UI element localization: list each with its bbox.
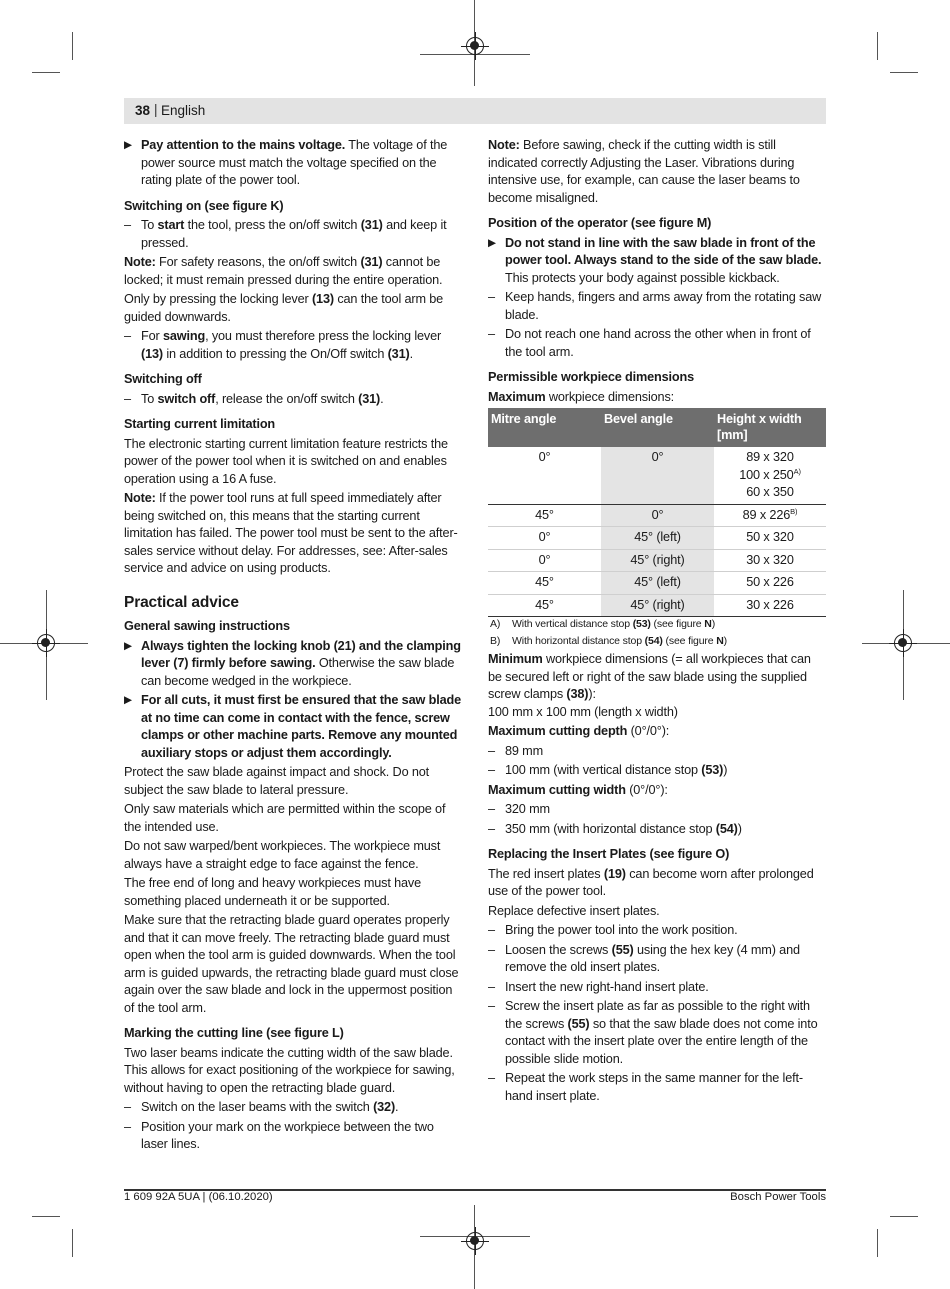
paragraph: Only by pressing the locking lever (13) can the tool arm be guided downwards.: [124, 292, 444, 324]
table-row: [488, 594, 826, 617]
left-column: [124, 137, 462, 1156]
section-heading: Position of the operator (see figure M): [488, 216, 712, 230]
dash-marker: –: [488, 1071, 495, 1085]
table-cell: 0°: [488, 527, 601, 550]
dash-marker: –: [488, 802, 495, 816]
bullet-triangle-icon: ▶: [124, 639, 132, 652]
table-cell: 45°: [488, 594, 601, 617]
table-cell: 45°: [488, 504, 601, 527]
list-item: – Position your mark on the workpiece between the two laser lines.: [124, 1119, 434, 1151]
note-paragraph: Note: If the power tool runs at full speed immediately after being switched on, this means that the starting current limitation has failed. The power tool must be sent to the after-sales service without delay. For addresses, see: After-sales service and advice on using products.: [124, 491, 458, 575]
paragraph: Maximum cutting width (0°/0°):: [488, 782, 668, 797]
list-item: – Loosen the screws (55) using the hex key (4 mm) and remove the old insert plates.: [488, 942, 800, 974]
dash-marker: –: [124, 1119, 131, 1134]
section-heading: Switching off: [124, 372, 202, 386]
paragraph: Make sure that the retracting blade guard operates properly and that it can move freely. The retracting blade guard must open when the tool arm is guided downwards. When the tool arm is guided upwards, the retracting blade guard must close again over the saw blade and lock in the uppermost position of the tool arm.: [124, 913, 459, 1015]
list-item: – Insert the new right-hand insert plate.: [488, 979, 826, 997]
crop-mark: [877, 1229, 878, 1257]
bullet-triangle-icon: ▶: [124, 694, 132, 706]
crop-mark: [890, 72, 918, 73]
dash-marker: –: [488, 743, 495, 758]
bullet-triangle-icon: ▶: [488, 236, 496, 249]
registration-mark-icon: [37, 634, 55, 652]
section-heading: Starting current limitation: [124, 417, 276, 431]
table-cell: 45° (right): [601, 549, 714, 572]
table-cell: 45° (right): [601, 594, 714, 617]
table-cell: 0°: [488, 447, 601, 504]
crop-mark: [72, 32, 73, 60]
list-item: – Keep hands, fingers and arms away from the rotating saw blade.: [488, 290, 822, 322]
table-cell: 0°: [488, 549, 601, 572]
section-heading: Replacing the Insert Plates (see figure O): [488, 847, 730, 861]
table-cell: 30 x 320: [714, 549, 826, 572]
paragraph: Two laser beams indicate the cutting width of the saw blade. This allows for exact positioning of the workpiece for sawing, without having to open the retracting blade guard.: [124, 1045, 455, 1095]
table-cell: 45° (left): [601, 572, 714, 595]
crop-mark: [72, 1229, 73, 1257]
dash-marker: –: [488, 290, 495, 304]
table-cell: 50 x 226: [714, 572, 826, 595]
table-cell: 89 x $226^{B)}$: [714, 504, 826, 527]
table-cell: 45°: [488, 572, 601, 595]
dash-marker: –: [488, 763, 495, 777]
list-item: – 89 mm: [488, 743, 826, 761]
paragraph: Minimum workpiece dimensions (= all workpieces that can be secured left or right of the saw blade using the supplied screw clamps (38)): 100 mm x 100 mm (length x width): [488, 652, 811, 719]
table-row: [488, 504, 826, 527]
table-header-cell: Height x width [mm]: [714, 408, 826, 447]
dash-marker: –: [488, 999, 495, 1013]
table-cell: 89 x 320 100 x $250^{A)}$ 60 x 350: [714, 447, 826, 504]
crop-mark: [32, 1216, 60, 1217]
warning-text: The voltage of the power source must match the voltage specified on the rating plate of the power tool.: [141, 138, 448, 187]
table-row: [488, 447, 826, 504]
warning-item: ▶ Always tighten the locking knob (21) and the clamping lever (7) firmly before sawing. Otherwise the saw blade can become wedged in the workpiece.: [124, 638, 461, 688]
paragraph: Replace defective insert plates.: [488, 903, 660, 918]
table-cell: 0°: [601, 504, 714, 527]
warning-item: ▶ Do not stand in line with the saw blade in front of the power tool. Always stand to the side of the saw blade. This protects your body against possible kickback.: [488, 235, 822, 285]
paragraph: Maximum workpiece dimensions:: [488, 389, 675, 404]
header-language: English: [161, 103, 206, 118]
list-item: – Switch on the laser beams with the switch (32).: [124, 1099, 462, 1117]
warning-bold: Pay attention to the mains voltage.: [141, 138, 346, 152]
registration-mark-icon: [466, 37, 484, 55]
dimensions-table: [488, 408, 826, 617]
table-cell: 50 x 320: [714, 527, 826, 550]
chapter-heading: Practical advice: [124, 593, 239, 611]
dash-marker: –: [488, 923, 495, 937]
table-row: [488, 572, 826, 595]
dash-marker: –: [488, 821, 495, 836]
dash-marker: –: [488, 942, 495, 957]
note-paragraph: Note: For safety reasons, the on/off switch (31) cannot be locked; it must remain pressed during the entire operation.: [124, 255, 443, 287]
dash-marker: –: [124, 391, 131, 406]
registration-mark-icon: [894, 634, 912, 652]
table-header-cell: Bevel angle: [601, 408, 714, 447]
table-footnote: B) With horizontal distance stop (54) (see figure N): [490, 635, 728, 647]
paragraph: Maximum cutting depth (0°/0°):: [488, 724, 670, 738]
page-header: [124, 98, 826, 124]
paragraph: Only saw materials which are permitted within the scope of the intended use.: [124, 802, 446, 834]
table-row: [488, 549, 826, 572]
dash-marker: –: [124, 329, 131, 343]
registration-mark-icon: [466, 1232, 484, 1250]
list-item: – To switch off, release the on/off switch (31).: [124, 391, 462, 409]
list-item: – 100 mm (with vertical distance stop (53)): [488, 762, 826, 780]
list-item: – Screw the insert plate as far as possible to the right with the screws (55) so that the saw blade does not come into contact with the insert plate over the entire length of the possible slide motion.: [488, 999, 818, 1066]
footer-document-id: 1 609 92A 5UA | (06.10.2020): [124, 1191, 273, 1203]
list-item: – To start the tool, press the on/off switch (31) and keep it pressed.: [124, 218, 447, 250]
table-header-row: [488, 408, 826, 447]
paragraph: The free end of long and heavy workpieces must have something placed underneath it or be supported.: [124, 876, 422, 908]
crop-mark: [890, 1216, 918, 1217]
section-heading: Marking the cutting line (see figure L): [124, 1026, 344, 1040]
paragraph: Protect the saw blade against impact and shock. Do not subject the saw blade to lateral pressure.: [124, 765, 430, 797]
section-heading: Permissible workpiece dimensions: [488, 370, 695, 384]
list-item: – 350 mm (with horizontal distance stop (54)): [488, 821, 826, 839]
crop-mark: [877, 32, 878, 60]
section-heading: Switching on (see figure K): [124, 198, 284, 213]
bullet-triangle-icon: ▶: [124, 139, 132, 151]
paragraph: Do not saw warped/bent workpieces. The workpiece must always have a straight edge to face against the fence.: [124, 839, 441, 871]
list-item: – Repeat the work steps in the same manner for the left-hand insert plate.: [488, 1071, 803, 1103]
section-heading: General sawing instructions: [124, 619, 290, 633]
page-number: 38: [135, 103, 151, 118]
table-cell: 0°: [601, 447, 714, 504]
list-item: – For sawing, you must therefore press the locking lever (13) in addition to pressing the On/Off switch (31).: [124, 329, 442, 361]
warning-item: [124, 137, 462, 190]
warning-item: ▶ For all cuts, it must first be ensured that the saw blade at no time can come in contact with the fence, screw clamps or other machine parts. Remove any mounted auxiliary stops or adjust them accordingly.: [124, 693, 461, 760]
table-header-cell: Mitre angle: [488, 408, 601, 447]
table-row: [488, 527, 826, 550]
list-item: – 320 mm: [488, 801, 826, 819]
table-cell: 30 x 226: [714, 594, 826, 617]
list-item: – Bring the power tool into the work position.: [488, 922, 826, 940]
right-column: [488, 137, 826, 1107]
list-item: – Do not reach one hand across the other when in front of the tool arm.: [488, 327, 811, 359]
dash-marker: –: [488, 979, 495, 994]
dash-marker: –: [124, 1100, 131, 1114]
paragraph: The electronic starting current limitation feature restricts the power of the power tool when it is switched on and enables operation using a 16 A fuse.: [124, 436, 448, 486]
dash-marker: –: [124, 218, 131, 232]
footer-brand: Bosch Power Tools: [730, 1191, 826, 1203]
dash-marker: –: [488, 327, 495, 341]
note-paragraph: Note: Before sawing, check if the cutting width is still indicated correctly Adjusting the Laser. Vibrations during intensive use, for example, can cause the laser beams to become misaligned.: [488, 138, 800, 205]
table-cell: 45° (left): [601, 527, 714, 550]
header-separator: |: [154, 102, 158, 117]
paragraph: The red insert plates (19) can become worn after prolonged use of the power tool.: [488, 866, 814, 898]
table-footnote: A) With vertical distance stop (53) (see figure N): [490, 618, 716, 630]
crop-mark: [32, 72, 60, 73]
